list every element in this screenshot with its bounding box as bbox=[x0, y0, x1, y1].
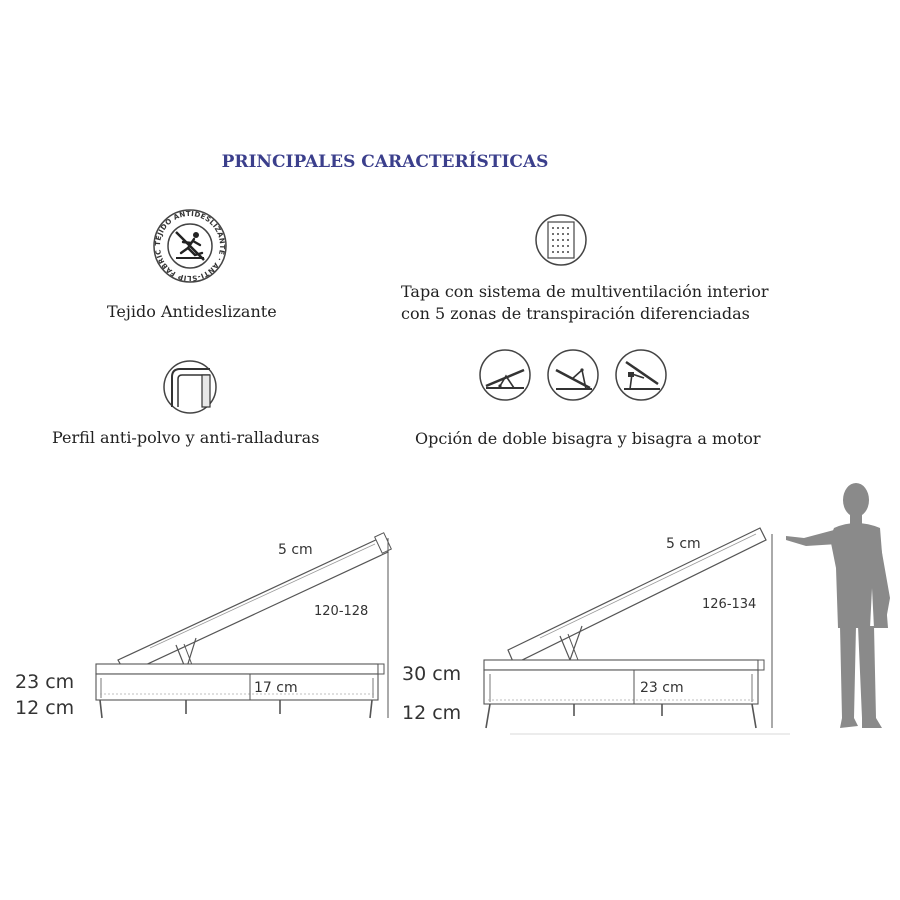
anti-slip-fabric-icon bbox=[150, 206, 230, 286]
left-base-height-label: 23 cm bbox=[15, 671, 75, 693]
right-opening-height-label: 126-134 bbox=[702, 597, 757, 612]
feature-profile-label: Perfil anti-polvo y anti-ralladuras bbox=[52, 428, 320, 447]
motor-hinge-icon bbox=[614, 348, 668, 402]
right-leg-height-label: 12 cm bbox=[402, 702, 462, 724]
corner-profile-icon bbox=[162, 359, 218, 415]
feature-antislip-label: Tejido Antideslizante bbox=[107, 302, 277, 321]
bed-diagram-23cm bbox=[0, 520, 420, 740]
right-base-height-label: 30 cm bbox=[402, 663, 462, 685]
ventilated-top-icon bbox=[534, 213, 588, 267]
bed-diagram-30cm bbox=[390, 520, 790, 740]
double-hinge-icon bbox=[478, 348, 532, 402]
hinge-icon bbox=[546, 348, 600, 402]
right-lid-thickness-label: 5 cm bbox=[666, 536, 701, 552]
left-inner-depth-label: 17 cm bbox=[254, 680, 298, 696]
feature-ventilation-line2: con 5 zonas de transpiración diferenciadas bbox=[401, 304, 750, 323]
feature-hinge-label: Opción de doble bisagra y bisagra a motor bbox=[415, 429, 761, 448]
person-silhouette-icon bbox=[782, 478, 898, 734]
right-inner-depth-label: 23 cm bbox=[640, 680, 684, 696]
feature-ventilation-line1: Tapa con sistema de multiventilación interior bbox=[401, 282, 769, 301]
left-lid-thickness-label: 5 cm bbox=[278, 542, 313, 558]
page-title: PRINCIPALES CARACTERÍSTICAS bbox=[221, 152, 549, 172]
left-leg-height-label: 12 cm bbox=[15, 697, 75, 719]
left-opening-height-label: 120-128 bbox=[314, 604, 369, 619]
badge-text: TEJIDO ANTIDESLIZANTE · ANTI-SLIP FABRIC bbox=[153, 209, 227, 283]
